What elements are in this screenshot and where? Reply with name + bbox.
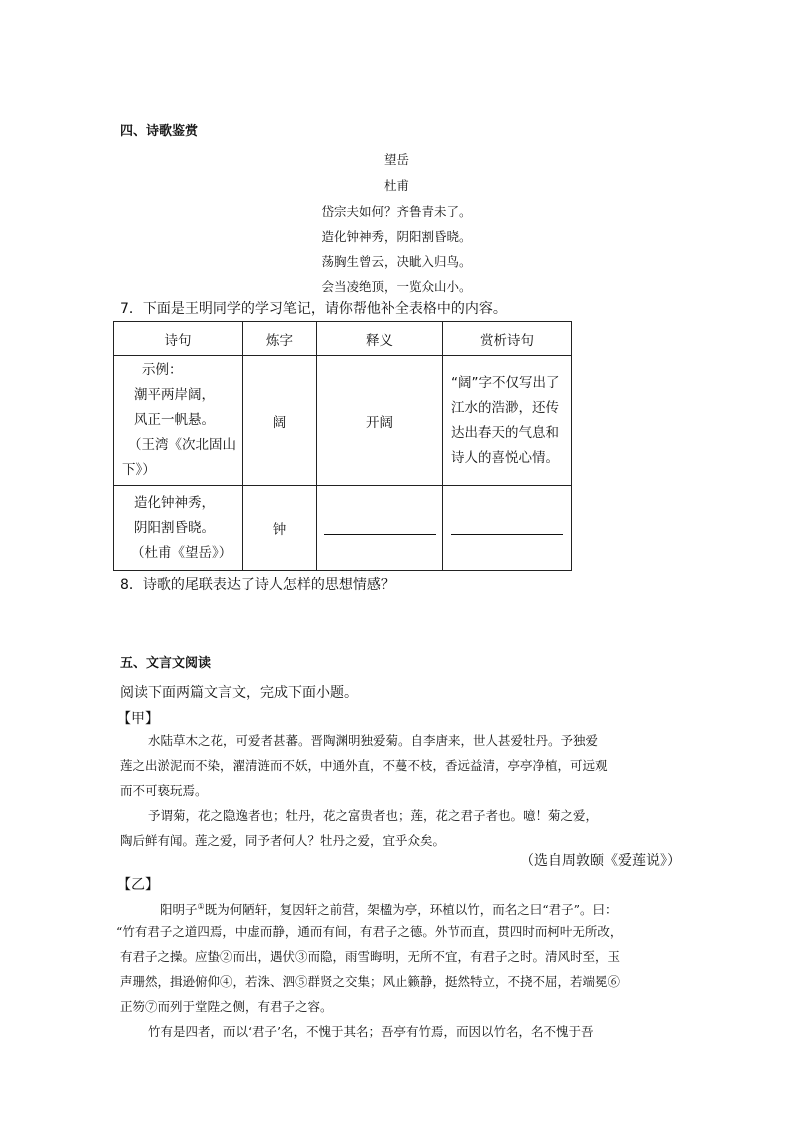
- example-source: （王湾《次北固山: [128, 437, 236, 453]
- passage-line: 陶后鲜有闻。莲之爱，同予者何人？牡丹之爱，宜乎众矣。: [120, 833, 446, 848]
- poem-line: 荡胸生曾云，决眦入归鸟。: [321, 254, 472, 269]
- target-poem-cell: [114, 486, 243, 571]
- section-heading-poetry: 四、诗歌鉴赏: [120, 124, 199, 139]
- passage-line: [160, 894, 617, 922]
- table-row: [114, 356, 572, 486]
- passage-line: 声珊然，揖逊俯仰④，若洙、泗⑤群贤之交集；风止籁静，挺然特立，不挠不屈，若端冕⑥: [120, 974, 621, 989]
- example-analysis-cell: [443, 356, 572, 486]
- passage-line: “竹有君子之道四焉，中虚而静，通而有间，有君子之德。外节而直，贯四时而柯叶无所改，: [116, 924, 623, 939]
- section-heading-classical: 五、文言文阅读: [120, 656, 212, 671]
- question-8: 8．诗歌的尾联表达了诗人怎样的思想情感？: [120, 577, 395, 593]
- target-word: 钟: [243, 486, 317, 571]
- poem-line: 造化钟神秀，阴阳割昏晓。: [321, 229, 472, 244]
- table-header-row: [114, 322, 572, 356]
- meaning-answer-blank[interactable]: [324, 533, 436, 535]
- analysis-line: 诗人的喜悦心情。: [451, 449, 559, 466]
- analysis-line: 江水的浩渺，还传: [451, 399, 559, 416]
- poem-author: 杜甫: [383, 178, 409, 193]
- header-poem-line: 诗句: [114, 322, 243, 356]
- analysis-line: “阔”字不仅写出了: [451, 374, 560, 391]
- author-name: 阳明子: [160, 902, 198, 918]
- analysis-line: 达出春天的气息和: [451, 424, 559, 441]
- passage-line: 予谓菊，花之隐逸者也；牡丹，花之富贵者也；莲，花之君子者也。噫！菊之爱，: [148, 808, 599, 823]
- footnote-marker: ①: [197, 902, 205, 911]
- passage-line: 有君子之操。应蛰②而出，遇伏③而隐，雨雪晦明，无所不宜，有君子之时。清风时至，玉: [120, 949, 621, 964]
- passage-line: 竹有是四者，而以‘君子’名，不愧于其名；吾亭有竹焉，而因以竹名，名不愧于吾: [148, 1024, 594, 1039]
- passage-text: 既为何陋轩，复因轩之前营，架楹为亭，环植以竹，而名之曰“君子”。曰：: [204, 902, 618, 918]
- table-row: [114, 486, 572, 571]
- passage-line: 水陆草木之花，可爱者甚蕃。晋陶渊明独爱菊。自李唐来，世人甚爱牡丹。予独爱: [148, 733, 599, 748]
- header-analysis: 赏析诗句: [443, 322, 572, 356]
- study-notes-table: [113, 321, 572, 571]
- target-source: （杜甫《望岳》）: [131, 544, 233, 561]
- target-line: 造化钟神秀，: [134, 494, 215, 511]
- target-line: 阴阳割昏晓。: [134, 519, 215, 536]
- poem-line: 岱宗夫如何？齐鲁青未了。: [321, 204, 472, 219]
- reading-instruction: 阅读下面两篇文言文，完成下面小题。: [120, 685, 358, 701]
- example-source: 下》）: [122, 462, 156, 478]
- question-7: 7．下面是王明同学的学习笔记，请你帮他补全表格中的内容。: [120, 301, 507, 317]
- passage-line: 正笏⑦而列于堂陛之侧，有君子之容。: [120, 999, 333, 1014]
- passage-line: 莲之出淤泥而不染，濯清涟而不妖，中通外直，不蔓不枝，香远益清，亭亭净植，可远观: [120, 758, 608, 773]
- example-label: 示例：: [142, 362, 183, 378]
- header-meaning: 释义: [317, 322, 443, 356]
- example-meaning: 开阔: [317, 356, 443, 486]
- example-line: 风正一帆悬。: [134, 412, 215, 428]
- poem-line: 会当凌绝顶，一览众山小。: [321, 279, 472, 294]
- example-poem-cell: [114, 356, 243, 486]
- example-word: 阔: [243, 356, 317, 486]
- passage-yi-label: 【乙】: [117, 877, 159, 893]
- analysis-answer-blank[interactable]: [451, 533, 563, 535]
- passage-jia-source: （选自周敦颐《爱莲说》）: [520, 853, 681, 869]
- passage-line: 而不可亵玩焉。: [120, 783, 208, 798]
- passage-jia-label: 【甲】: [117, 711, 159, 727]
- header-word: 炼字: [243, 322, 317, 356]
- example-line: 潮平两岸阔，: [134, 387, 215, 403]
- poem-title: 望岳: [383, 152, 409, 167]
- meaning-blank-cell: [317, 486, 443, 571]
- analysis-blank-cell: [443, 486, 572, 571]
